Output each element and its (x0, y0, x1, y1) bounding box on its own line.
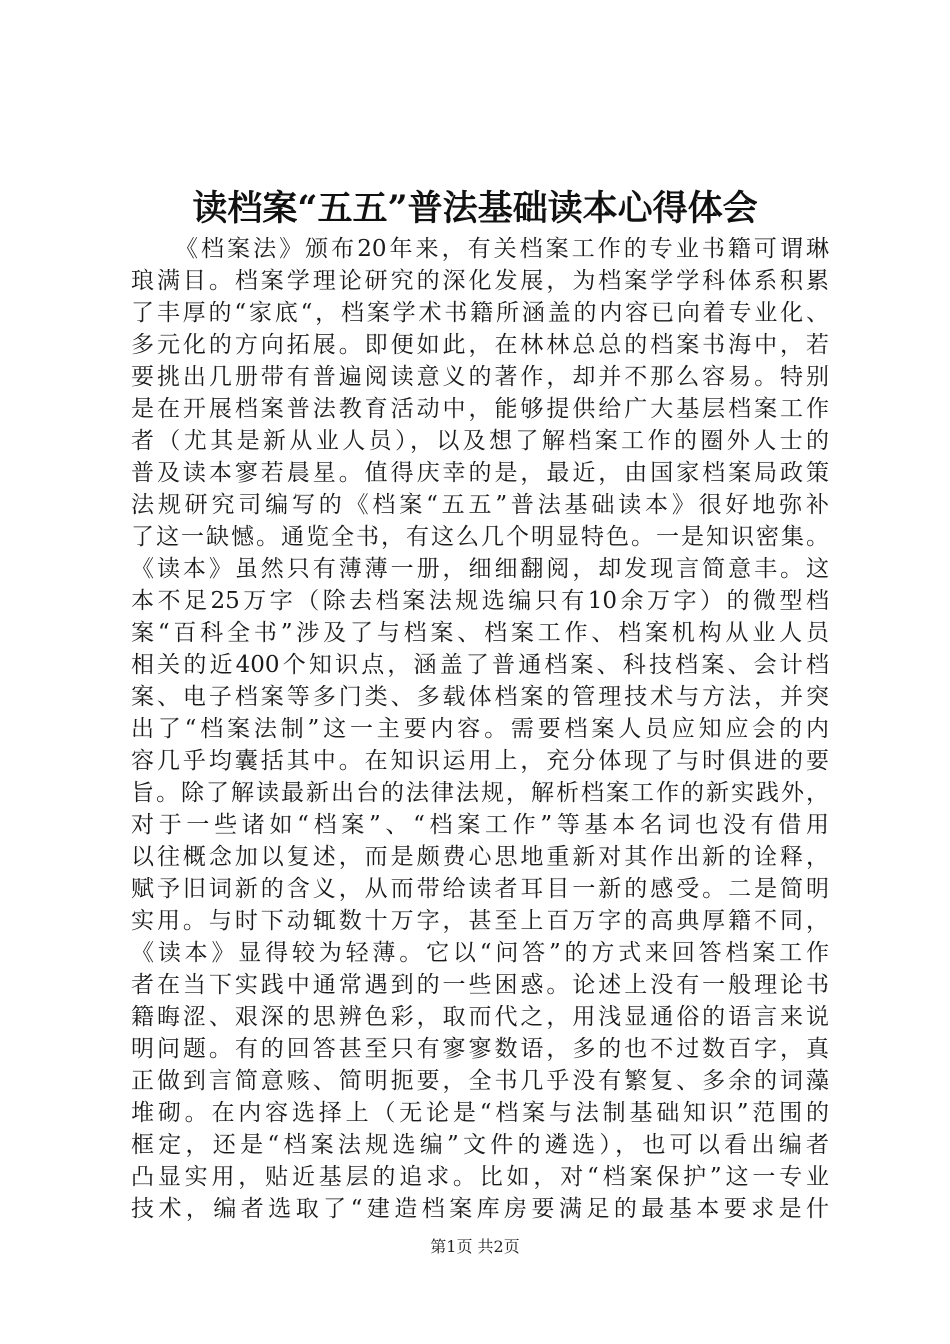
body-line: 是在开展档案普法教育活动中，能够提供给广大基层档案工作 (131, 396, 829, 422)
body-line: 《读本》虽然只有薄薄一册，细细翻阅，却发现言简意丰。这 (131, 556, 829, 582)
body-line: 籍晦涩、艰深的思辨色彩，取而代之，用浅显通俗的语言来说 (131, 1004, 829, 1030)
body-line: 堆砌。在内容选择上（无论是“档案与法制基础知识”范围的 (131, 1100, 829, 1126)
body-line: 琅满目。档案学理论研究的深化发展，为档案学学科体系积累 (131, 268, 829, 294)
body-line: 者（尤其是新从业人员），以及想了解档案工作的圈外人士的 (131, 428, 829, 454)
body-line: 技术，编者选取了“建造档案库房要满足的最基本要求是什 (131, 1196, 829, 1222)
body-line: 《读本》显得较为轻薄。它以“问答”的方式来回答档案工作 (131, 940, 829, 966)
body-line: 相关的近400个知识点，涵盖了普通档案、科技档案、会计档 (131, 652, 829, 678)
body-line: 《档案法》颁布20年来，有关档案工作的专业书籍可谓琳 (175, 236, 829, 262)
body-line: 出了“档案法制”这一主要内容。需要档案人员应知应会的内 (131, 716, 829, 742)
body-line: 法规研究司编写的《档案“五五”普法基础读本》很好地弥补 (131, 492, 829, 518)
body-line: 以往概念加以复述，而是颇费心思地重新对其作出新的诠释， (131, 844, 829, 870)
body-line: 容几乎均囊括其中。在知识运用上，充分体现了与时俱进的要 (131, 748, 829, 774)
body-line: 者在当下实践中通常遇到的一些困惑。论述上没有一般理论书 (131, 972, 829, 998)
body-line: 正做到言简意赅、简明扼要，全书几乎没有繁复、多余的词藻 (131, 1068, 829, 1094)
body-line: 实用。与时下动辄数十万字，甚至上百万字的高典厚籍不同， (131, 908, 829, 934)
body-line: 了这一缺憾。通览全书，有这么几个明显特色。一是知识密集。 (131, 524, 829, 550)
body-line: 凸显实用，贴近基层的追求。比如，对“档案保护”这一专业 (131, 1164, 829, 1190)
body-line: 普及读本寥若晨星。值得庆幸的是，最近，由国家档案局政策 (131, 460, 829, 486)
body-line: 旨。除了解读最新出台的法律法规，解析档案工作的新实践外， (131, 780, 829, 806)
body-line: 明问题。有的回答甚至只有寥寥数语，多的也不过数百字，真 (131, 1036, 829, 1062)
body-line: 案、电子档案等多门类、多载体档案的管理技术与方法，并突 (131, 684, 829, 710)
page-footer: 第1页 共2页 (430, 1237, 520, 1256)
body-line: 赋予旧词新的含义，从而带给读者耳目一新的感受。二是简明 (131, 876, 829, 902)
body-line: 案“百科全书”涉及了与档案、档案工作、档案机构从业人员 (131, 620, 829, 646)
body-line: 本不足25万字（除去档案法规选编只有10余万字）的微型档 (131, 588, 829, 614)
body-line: 了丰厚的“家底“，档案学术书籍所涵盖的内容已向着专业化、 (131, 300, 829, 326)
body-line: 多元化的方向拓展。即便如此，在林林总总的档案书海中，若 (131, 332, 829, 358)
body-line: 框定，还是“档案法规选编”文件的遴选），也可以看出编者 (131, 1132, 829, 1158)
document-title: 读档案“五五”普法基础读本心得体会 (192, 188, 758, 229)
body-line: 对于一些诸如“档案”、“档案工作”等基本名词也没有借用 (131, 812, 829, 838)
body-line: 要挑出几册带有普遍阅读意义的著作，却并不那么容易。特别 (131, 364, 829, 390)
document-body (131, 233, 829, 1225)
